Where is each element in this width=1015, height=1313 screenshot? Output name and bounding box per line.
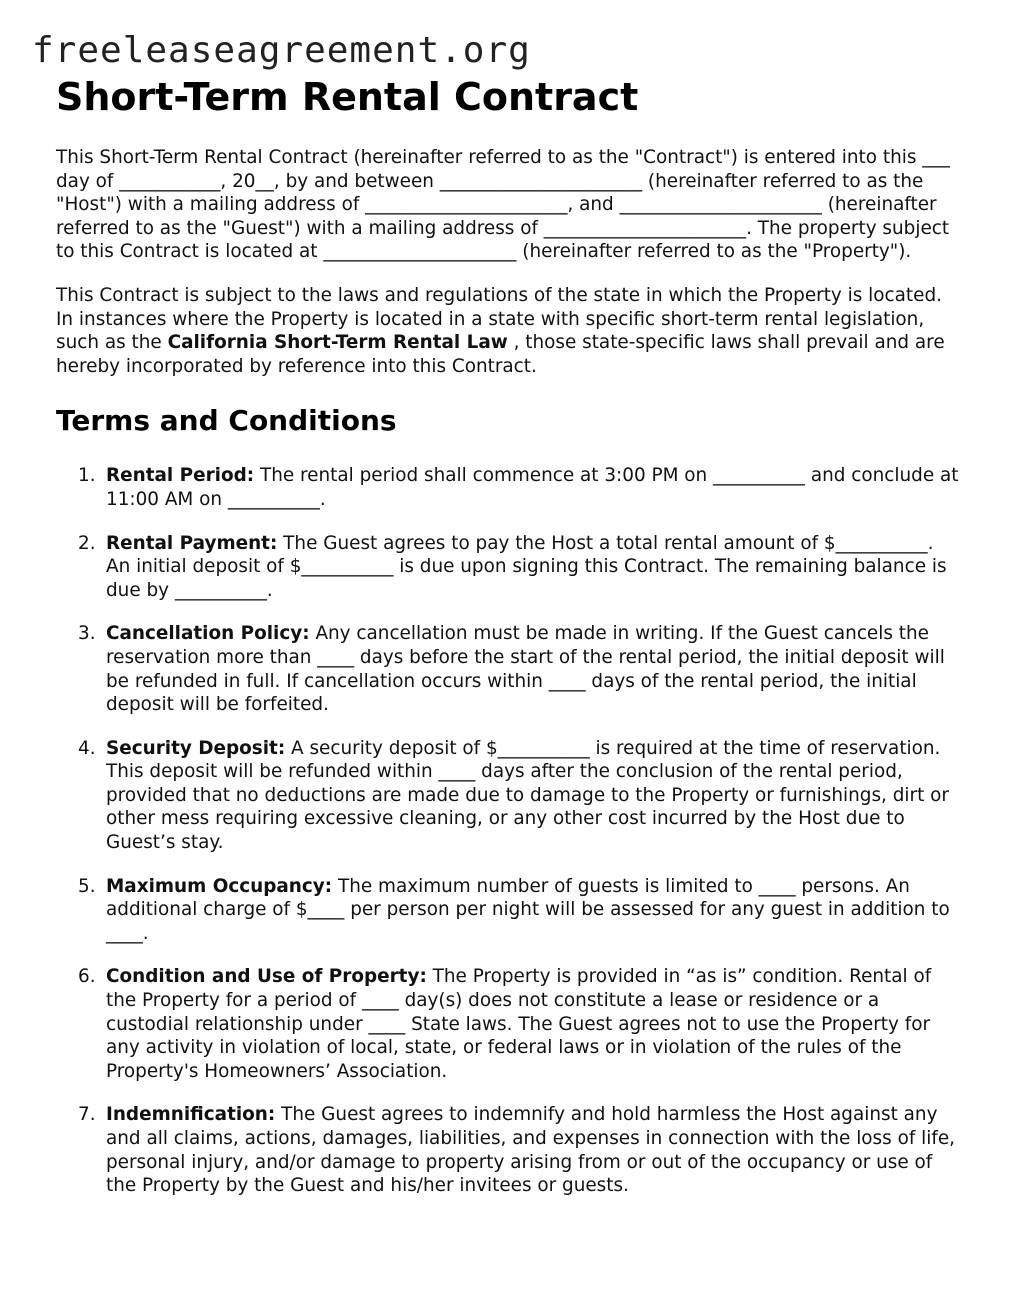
term-text: The Property is provided in “as is” condition. Rental of the Property for a period of ____ day(s) does not constitute a lease or residence or a custodial relationship under ____ State laws. The Guest agrees not to use the Property for any activity in violation of local, state, or federal laws or in violation of the rules of the Property's Homeowners’ Association. <box>106 966 932 1082</box>
term-maximum-occupancy <box>56 875 961 946</box>
term-text: The Guest agrees to pay the Host a total rental amount of $__________. An initial deposit of $__________ is due upon signing this Contract. The remaining balance is due by __________. <box>106 532 947 601</box>
term-number: 3. <box>78 623 96 645</box>
governing-law-text-end: , those state-specific laws shall prevail and are hereby incorporated by reference into this Contract. <box>56 332 945 377</box>
term-indemnification <box>56 1103 961 1197</box>
term-title: Condition and Use of Property: <box>106 966 427 988</box>
document-body <box>56 146 961 1218</box>
term-number: 7. <box>78 1104 96 1126</box>
intro-paragraph: This Short-Term Rental Contract (hereinafter referred to as the "Contract") is entered into this ___ day of ___________, 20__, by and between ______________________ (hereinafter referred to as the "Host") with a mailing address of ______________________, and ______________________ (hereinafter referred to as the "Guest") with a mailing address of ______________________. The property subject to this Contract is located at _____________________ (hereinafter referred to as the "Property"). <box>56 147 950 263</box>
term-number: 6. <box>78 966 96 988</box>
term-rental-period <box>56 464 961 511</box>
term-title: Rental Payment: <box>106 532 278 554</box>
term-title: Security Deposit: <box>106 737 286 759</box>
term-text: The rental period shall commence at 3:00 PM on __________ and conclude at 11:00 AM on __________. <box>106 465 959 510</box>
term-text: Any cancellation must be made in writing. If the Guest cancels the reservation more than ____ days before the start of the rental period, the initial deposit will be refunded in full. If cancellation occurs within ____ days of the rental period, the initial deposit will be forfeited. <box>106 623 945 716</box>
document-title: Short-Term Rental Contract <box>56 75 639 119</box>
site-watermark: freeleaseagreement.org <box>32 30 531 71</box>
term-cancellation-policy <box>56 622 961 716</box>
governing-law-name: California Short-Term Rental Law <box>167 332 508 354</box>
terms-heading: Terms and Conditions <box>56 404 397 438</box>
term-text: The Guest agrees to indemnify and hold harmless the Host against any and all claims, actions, damages, liabilities, and expenses in connection with the loss of life, personal injury, and/or damage to property arising from or out of the occupancy or use of the Property by the Guest and his/her invitees or guests. <box>106 1104 955 1197</box>
term-number: 5. <box>78 875 96 897</box>
term-rental-payment <box>56 532 961 603</box>
term-text: The maximum number of guests is limited to ____ persons. An additional charge of $____ per person per night will be assessed for any guest in addition to ____. <box>106 875 950 944</box>
governing-law-paragraph <box>56 284 961 378</box>
term-title: Maximum Occupancy: <box>106 875 333 897</box>
term-number: 4. <box>78 737 96 759</box>
term-security-deposit <box>56 737 961 855</box>
term-title: Cancellation Policy: <box>106 623 310 645</box>
terms-list <box>56 464 961 1197</box>
term-title: Indemnification: <box>106 1104 276 1126</box>
term-title: Rental Period: <box>106 465 255 487</box>
term-condition-and-use <box>56 965 961 1083</box>
term-number: 2. <box>78 532 96 554</box>
governing-law-text-start: This Contract is subject to the laws and regulations of the state in which the Property is located. In instances where the Property is located in a state with specific short-term rental legislation, such as the <box>56 284 942 354</box>
term-number: 1. <box>78 465 96 487</box>
term-text: A security deposit of $__________ is required at the time of reservation. This deposit will be refunded within ____ days after the conclusion of the rental period, provided that no deductions are made due to damage to the Property or furnishings, dirt or other mess requiring excessive cleaning, or any other cost incurred by the Host due to Guest’s stay. <box>106 737 949 854</box>
